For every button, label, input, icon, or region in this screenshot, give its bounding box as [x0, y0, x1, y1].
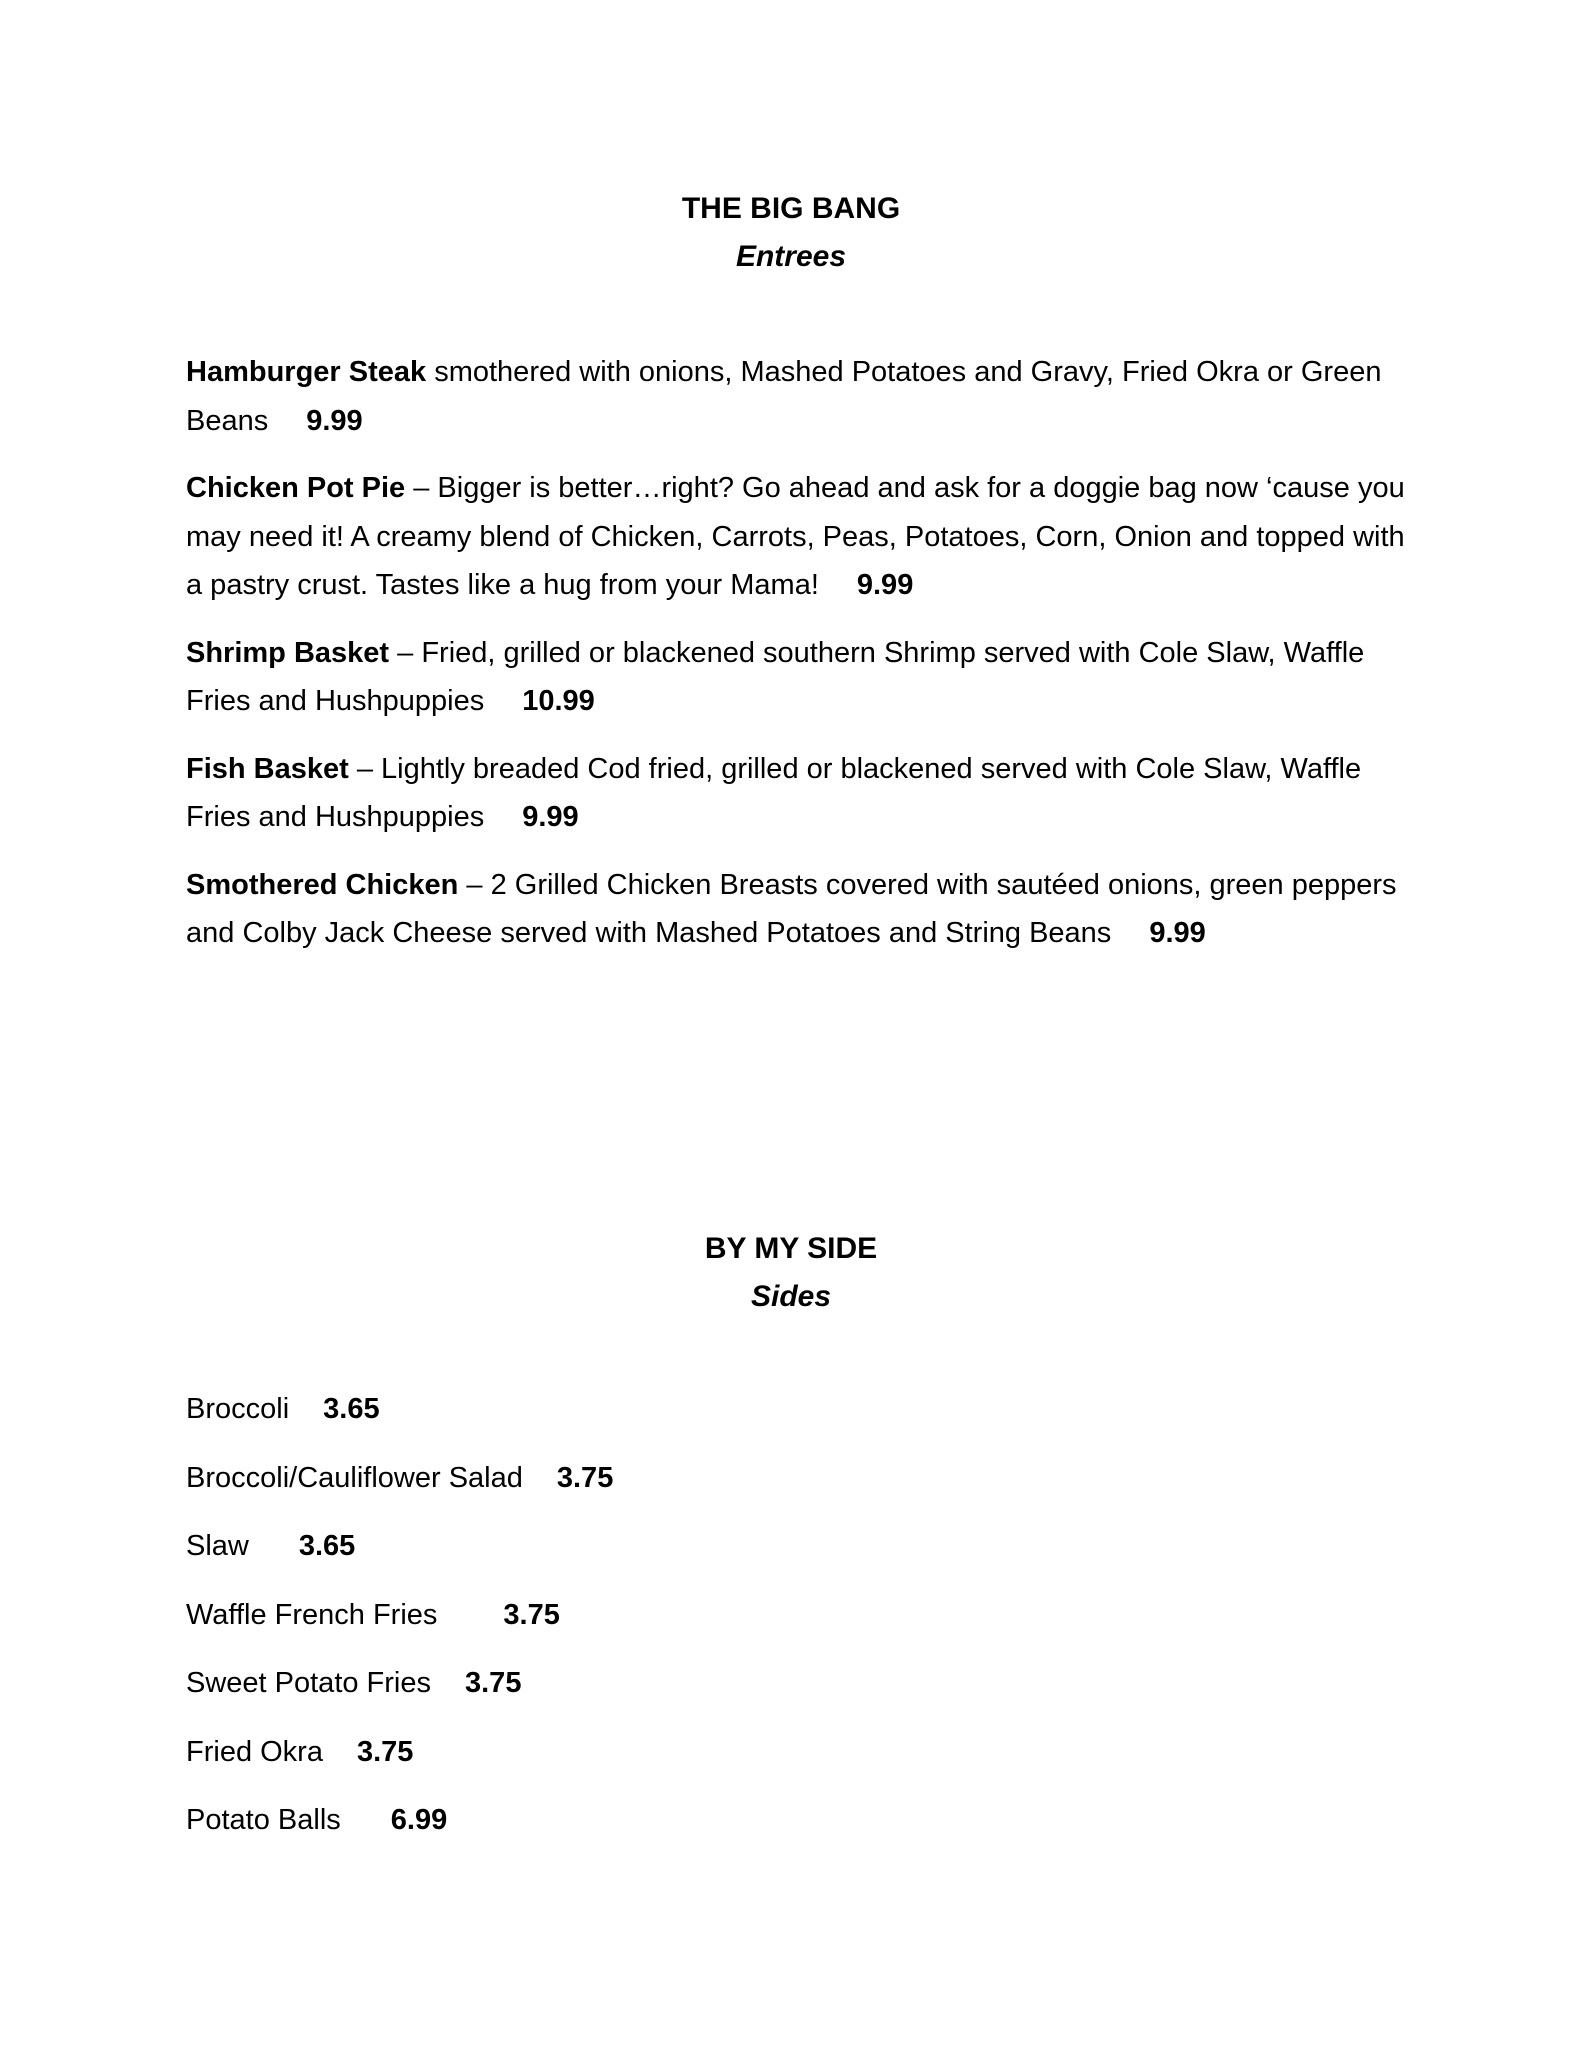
side-name: Potato Balls [186, 1804, 341, 1836]
side-item [186, 1728, 1086, 1797]
entree-name: Hamburger Steak [186, 356, 427, 388]
entrees-section-header [0, 185, 1582, 281]
sides-section-header [0, 1225, 1582, 1321]
sides-section-subtitle: Sides [750, 1280, 832, 1313]
entree-name: Fish Basket [186, 752, 349, 785]
side-item [186, 1454, 1086, 1523]
side-name: Fried Okra [186, 1735, 323, 1768]
entree-item [186, 629, 1416, 726]
entrees-list [186, 348, 1416, 977]
entree-item [186, 348, 1416, 445]
entrees-section-title: THE BIG BANG [681, 192, 901, 225]
side-item [186, 1385, 1086, 1454]
side-item [186, 1522, 1086, 1591]
side-name: Sweet Potato Fries [186, 1667, 431, 1699]
entree-item [186, 745, 1416, 842]
entree-description: smothered with onions, Mashed Potatoes and Gravy, Fried Okra or Green Beans [186, 356, 1382, 437]
entree-name: Shrimp Basket [186, 636, 390, 669]
entree-name: Chicken Pot Pie [186, 472, 406, 504]
entrees-section-subtitle: Entrees [735, 240, 847, 273]
entree-description: – Lightly breaded Cod fried, grilled or blackened served with Cole Slaw, Waffle Fries and Hushpuppies [186, 752, 1362, 833]
side-name: Broccoli/Cauliflower Salad [186, 1461, 523, 1494]
entree-price: 10.99 [522, 685, 595, 717]
entree-price: 9.99 [522, 801, 579, 833]
side-price: 3.75 [503, 1598, 560, 1631]
side-price: 3.65 [323, 1393, 380, 1425]
side-price: 3.65 [298, 1530, 356, 1562]
sides-section-title: BY MY SIDE [704, 1232, 878, 1265]
entree-item [186, 861, 1416, 958]
side-price: 3.75 [356, 1735, 414, 1768]
entree-price: 9.99 [1149, 917, 1206, 949]
side-price: 3.75 [556, 1461, 614, 1494]
side-name: Broccoli [186, 1393, 290, 1425]
entree-description: – Fried, grilled or blackened southern Shrimp served with Cole Slaw, Waffle Fries and Hushpuppies [186, 636, 1365, 717]
entree-price: 9.99 [306, 404, 363, 437]
entree-description: – 2 Grilled Chicken Breasts covered with sautéed onions, green peppers and Colby Jack Cheese served with Mashed Potatoes and String Beans [186, 868, 1397, 949]
side-name: Waffle French Fries [186, 1598, 438, 1631]
entree-price: 9.99 [856, 569, 914, 601]
side-item [186, 1659, 1086, 1728]
side-item [186, 1591, 1086, 1660]
side-price: 6.99 [390, 1804, 448, 1836]
sides-list [186, 1385, 1086, 1865]
entree-description: – Bigger is better…right? Go ahead and ask for a doggie bag now ‘cause you may need it! A creamy blend of Chicken, Carrots, Peas, Potatoes, Corn, Onion and topped with a pastry crust. Tastes like a hug from your Mama! [186, 472, 1405, 601]
entree-item [186, 464, 1416, 610]
side-item [186, 1796, 1086, 1865]
entree-name: Smothered Chicken [186, 868, 459, 901]
side-price: 3.75 [465, 1667, 522, 1699]
side-name: Slaw [186, 1530, 249, 1562]
